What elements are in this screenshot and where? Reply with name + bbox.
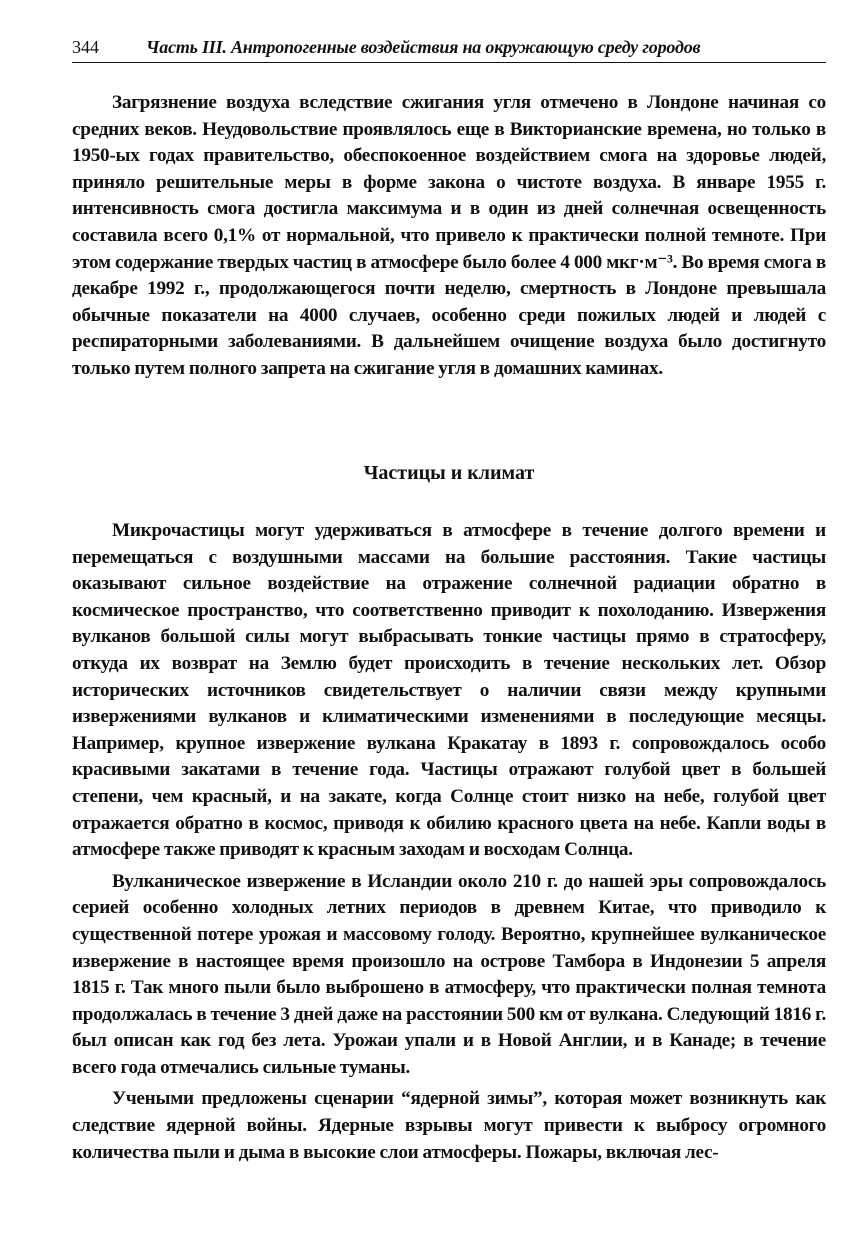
- paragraph-nuclear-winter: Учеными предложены сценарии “ядерной зимы”, которая может возникнуть как следствие ядерной войны. Ядерные взрывы могут привести к выбросу огромного количества пыли и дыма в высокие слои атмосферы. Пожары, включая лес-: [72, 1088, 826, 1163]
- intro-text-block: [72, 90, 826, 383]
- paragraph-london-smog: Загрязнение воздуха вследствие сжигания угля отмечено в Лондоне начиная со средних веков. Неудовольствие проявлялось еще в Викторианские времена, но только в 1950-ых годах правительство, обеспокоенное воздействием смога на здоровье людей, приняло решительные меры в форме закона о чистоте воздуха. В январе 1955 г. интенсивность смога достигла максимума и в один из дней солнечная освещенность составила всего 0,1% от нормальной, что привело к практически полной темноте. При этом содержание твердых частиц в атмосфере было более 4 000 мкг·м⁻³. Во время смога в декабре 1992 г., продолжающегося почти неделю, смертность в Лондоне превышала обычные показатели на 4000 случаев, особенно среди пожилых людей и людей с респираторными заболеваниями. В дальнейшем очищение воздуха было достигнуто только путем полного запрета на сжигание угля в домашних каминах.: [72, 92, 826, 379]
- paragraph-iceland-eruption: Вулканическое извержение в Исландии около 210 г. до нашей эры сопровождалось серией особенно холодных летних периодов в древнем Китае, что приводило к существенной потере урожая и массовому голоду. Вероятно, крупнейшее вулканическое извержение в настоящее время произошло на острове Тамбора в Индонезии 5 апреля 1815 г. Так много пыли было выброшено в атмосферу, что практически полная темнота продолжалась в течение 3 дней даже на расстоянии 500 км от вулкана. Следующий 1816 г. был описан как год без лета. Урожаи упали и в Новой Англии, и в Канаде; в течение всего года отмечались сильные туманы.: [72, 870, 826, 1078]
- section-heading: Частицы и климат: [363, 462, 535, 484]
- paragraph-microparticles: Микрочастицы могут удерживаться в атмосфере в течение долгого времени и перемещаться с воздушными массами на большие расстояния. Такие частицы оказывают сильное воздействие на отражение солнечной радиации обратно в космическое пространство, что соответственно приводит к похолоданию. Извержения вулканов большой силы могут выбрасывать тонкие частицы прямо в стратосферу, откуда их возврат на Землю будет происходить в течение нескольких лет. Обзор исторических источников свидетельствует о наличии связи между крупными извержениями вулканов и климатическими изменениями в последующие месяцы. Например, крупное извержение вулкана Кракатау в 1893 г. сопровождалось особо красивыми закатами в течение года. Частицы отражают голубой цвет в большей степени, чем красный, и на закате, когда Солнце стоит низко на небе, голубой цвет отражается обратно в космос, приводя к обилию красного цвета на небе. Капли воды в атмосфере также приводят к красным заходам и восходам Солнца.: [72, 520, 826, 861]
- running-header: [72, 34, 826, 63]
- section-text-block: [72, 518, 826, 1166]
- running-title: Часть III. Антропогенные воздействия на окружающую среду городов: [146, 37, 701, 57]
- page-number: 344: [72, 37, 99, 57]
